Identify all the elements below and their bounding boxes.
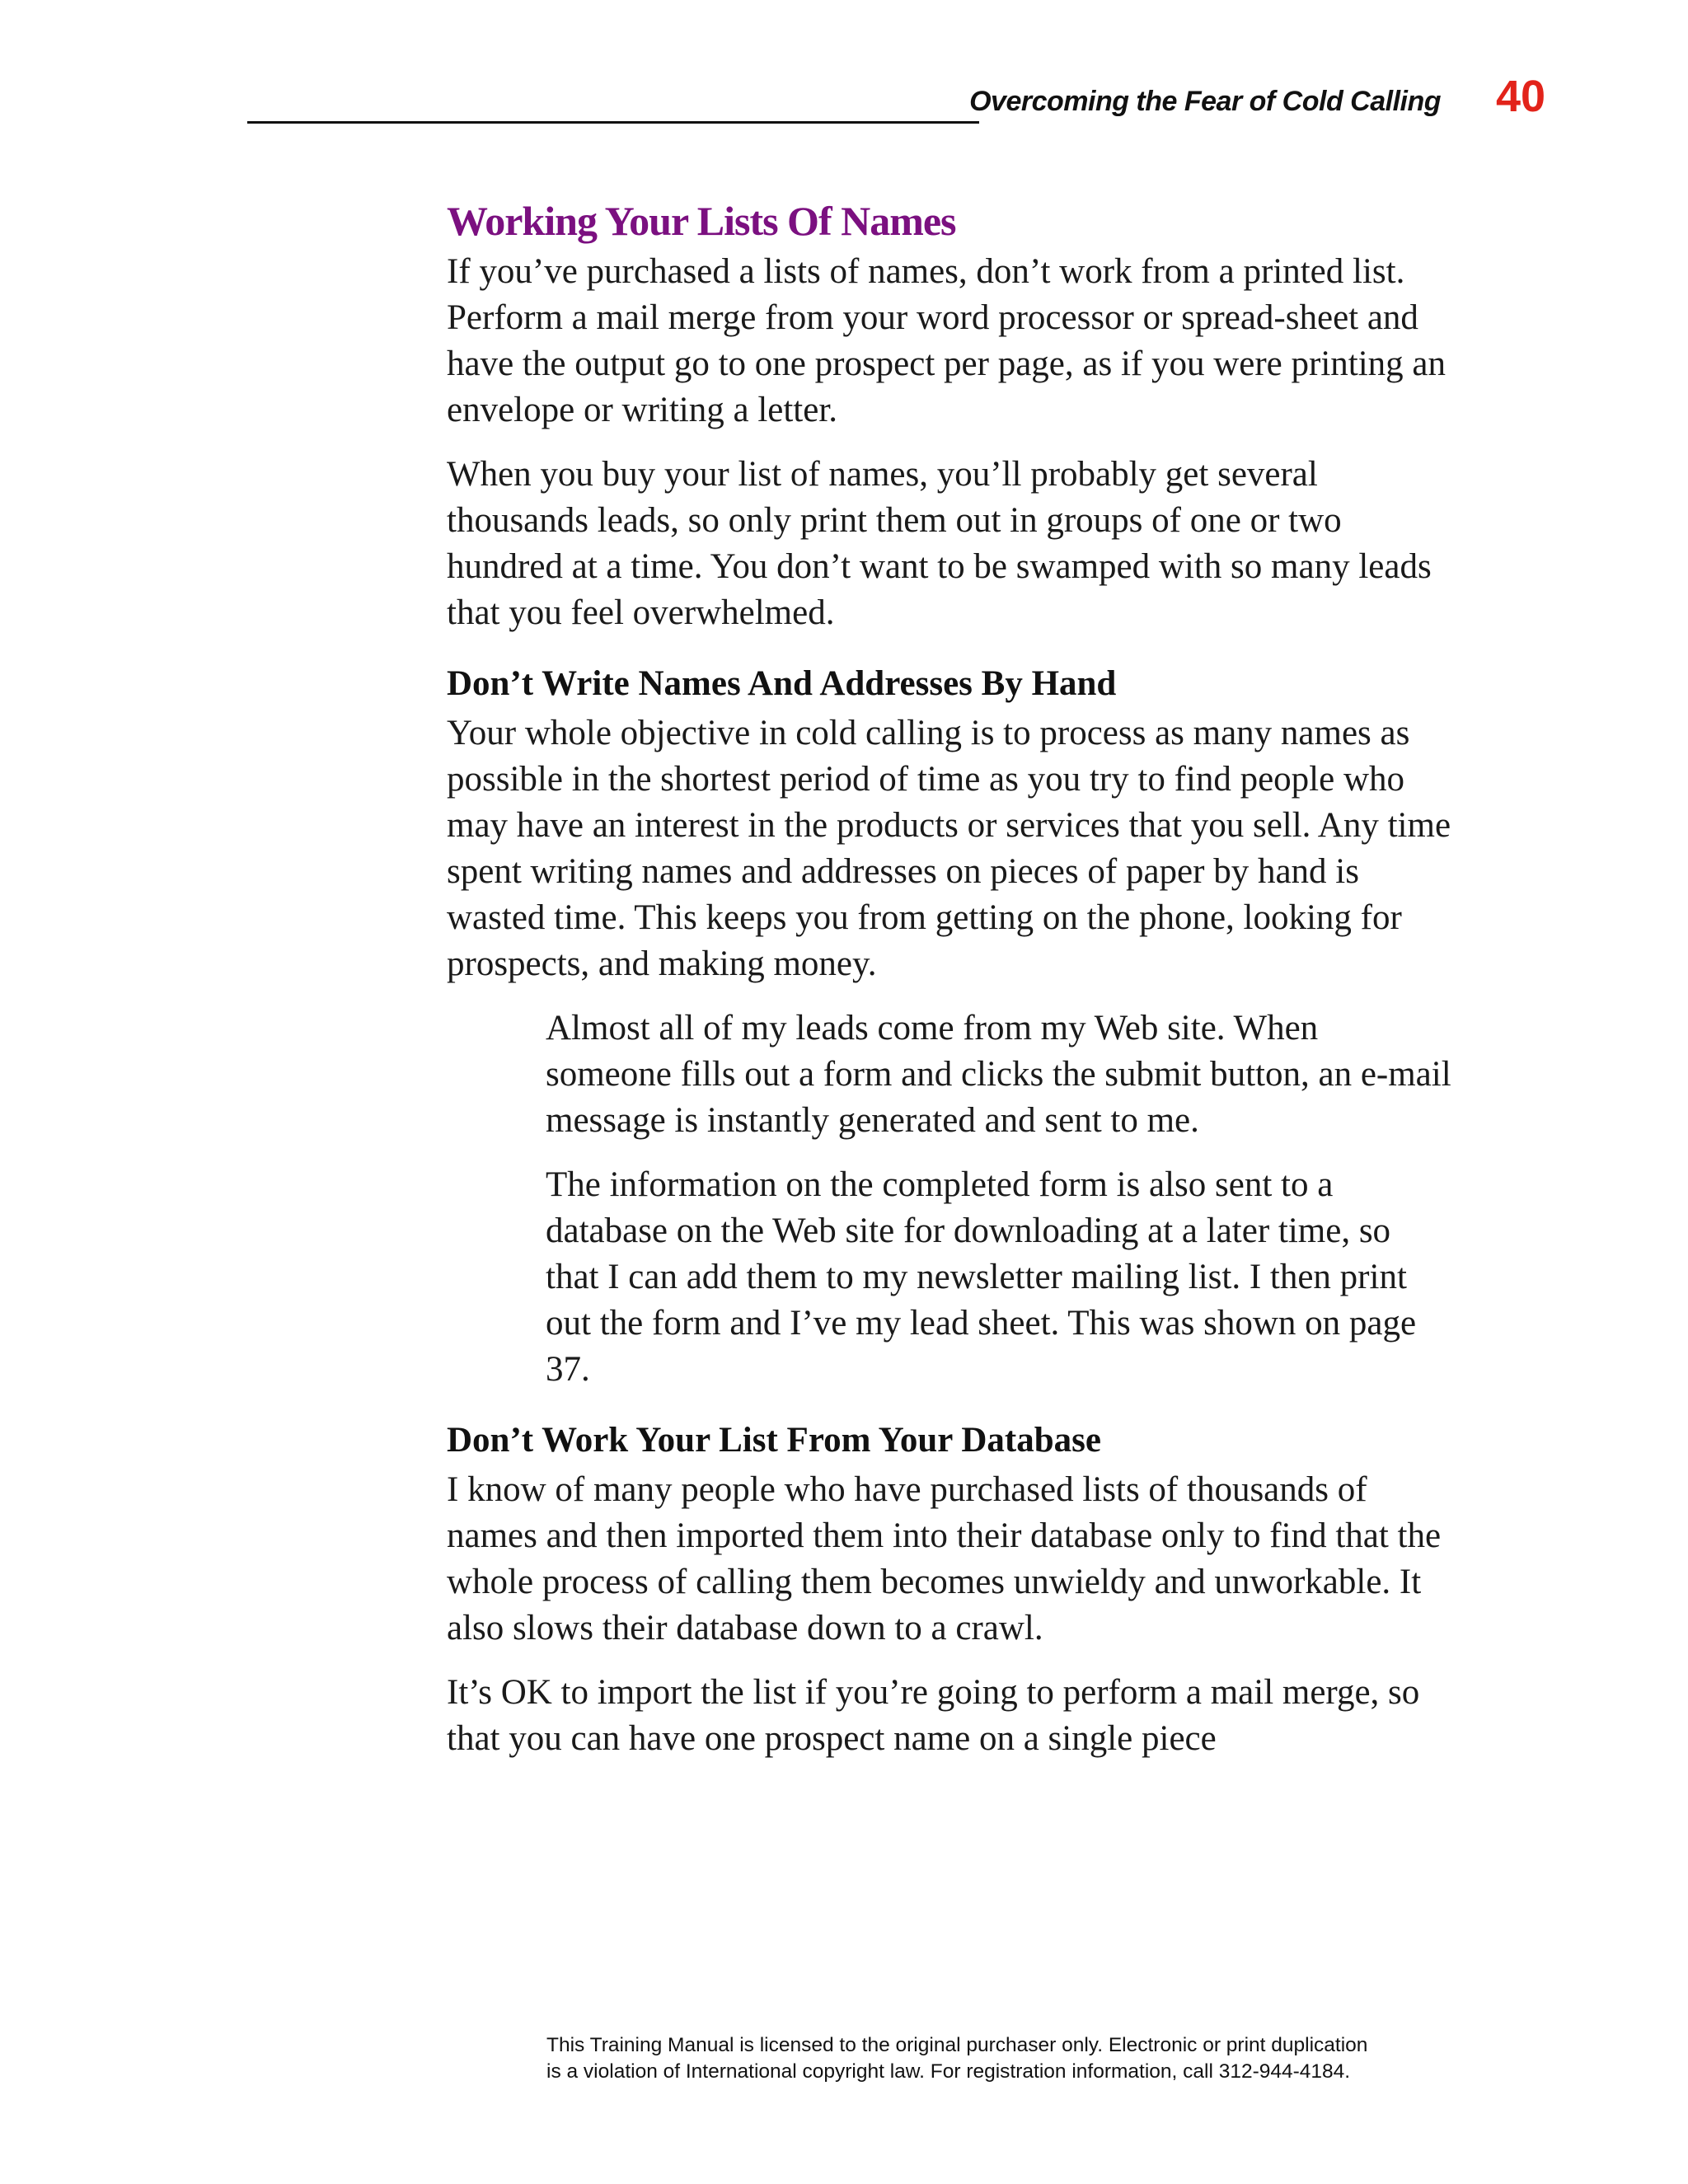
copyright-line: is a violation of International copyright law. For registration information, call 312-944-4184. [546,2060,1351,2083]
indented-paragraph: Almost all of my leads come from my Web site. When someone fills out a form and clicks the submit button, an e-mail message is instantly generated and sent to me. [546,1009,1451,1140]
subheading: Don’t Write Names And Addresses By Hand [447,664,1117,703]
body-paragraph: Your whole objective in cold calling is to process as many names as possible in the shortest period of time as you try to find people who may have an interest in the products or services that you sell. Any time spent writing names and addresses on pieces of paper by hand is wasted time. This keeps you from getting on the phone, looking for prospects, and making money. [447,714,1451,983]
body-paragraph: It’s OK to import the list if you’re going to perform a mail merge, so that you can have one prospect name on a single piece [447,1673,1420,1758]
body-paragraph: When you buy your list of names, you’ll probably get several thousands leads, so only print them out in groups of one or two hundred at a time. You don’t want to be swamped with so many leads that you feel overwhelmed. [447,455,1432,632]
body-paragraph: If you’ve purchased a lists of names, don’t work from a printed list. Perform a mail merge from your word processor or spread-sheet and have the output go to one prospect per page, as if you were printing an envelope or writing a letter. [447,252,1446,429]
page-number: 40 [1496,72,1546,121]
copyright-line: This Training Manual is licensed to the original purchaser only. Electronic or print duplication [546,2034,1368,2056]
body-paragraph: I know of many people who have purchased lists of thousands of names and then imported them into their database only to find that the whole process of calling them becomes unwieldy and unworkable. It also slows their database down to a crawl. [447,1470,1442,1647]
copyright-notice [546,2032,1441,2085]
section-title: Working Your Lists Of Names [447,198,956,244]
subheading: Don’t Work Your List From Your Database [447,1421,1101,1460]
header-rule [247,121,979,124]
indented-paragraph: The information on the completed form is also sent to a database on the Web site for downloading at a later time, so that I can add them to my newsletter mailing list. I then print out the form and I’ve my lead sheet. This was shown on page 37. [546,1165,1417,1389]
running-title: Overcoming the Fear of Cold Calling [969,86,1441,117]
page-body [447,198,1452,1780]
